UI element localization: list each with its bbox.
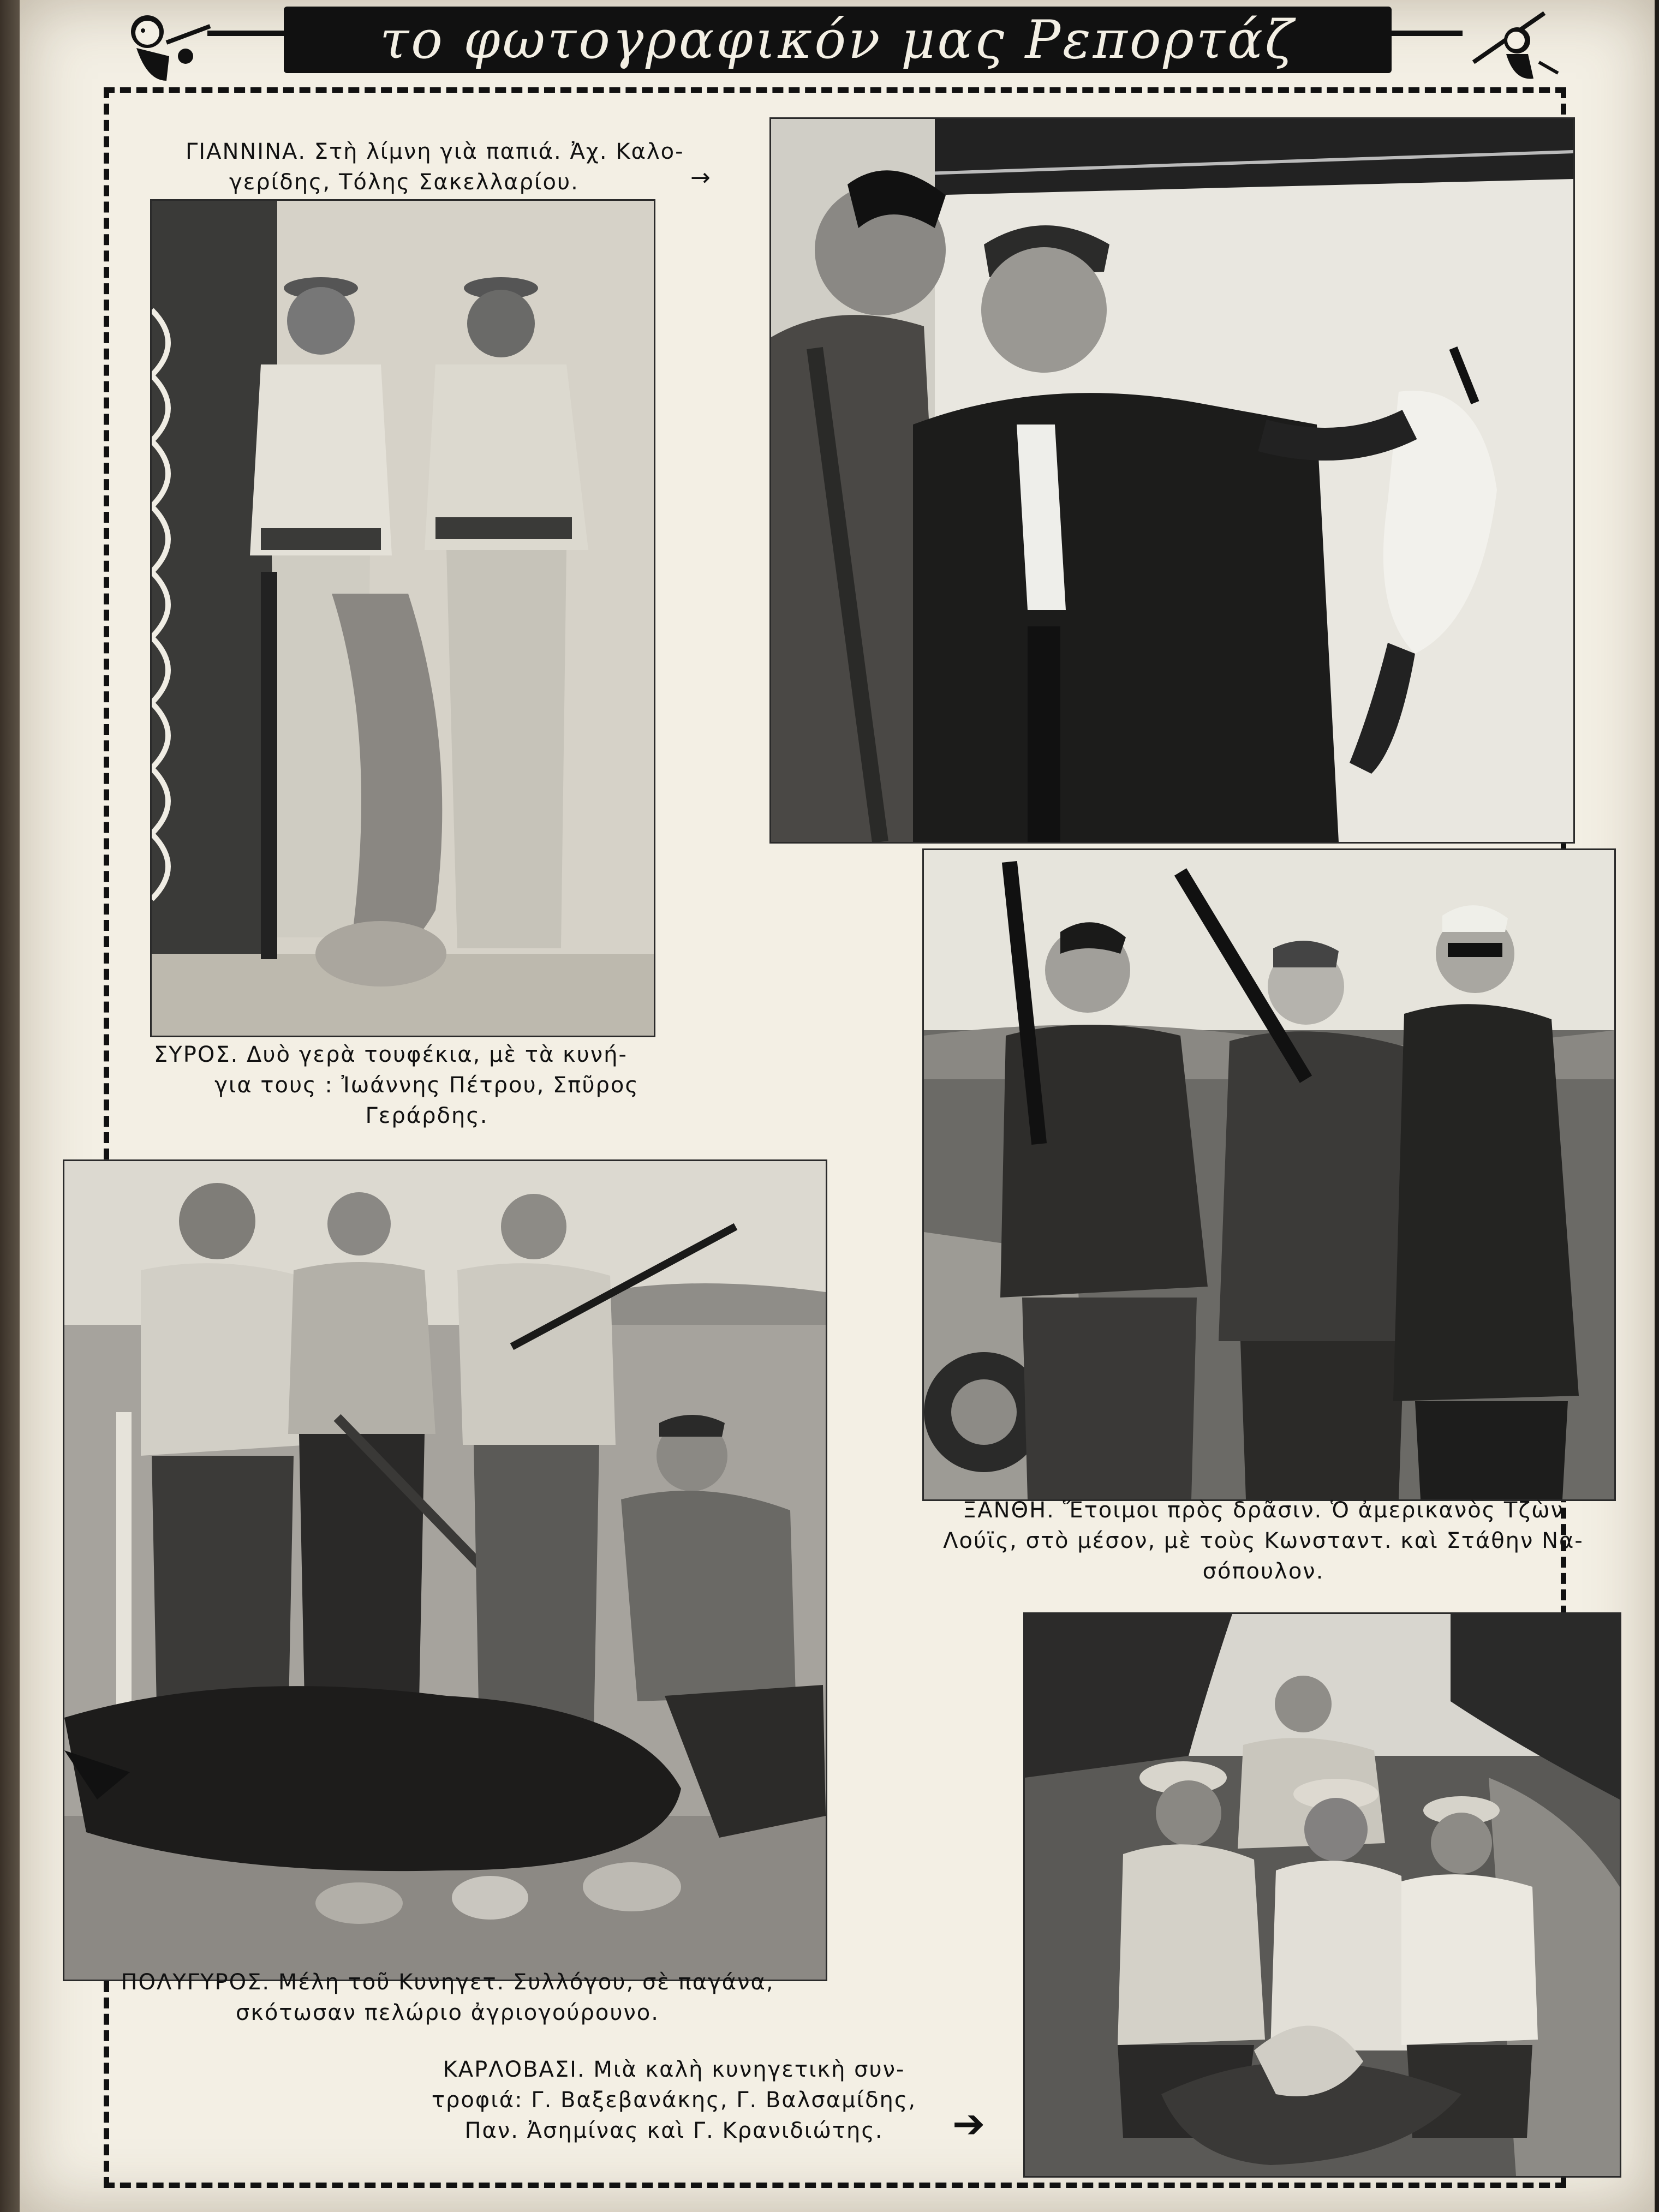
caption-line: Λούϊς, στὸ μέσον, μὲ τοὺς Κωνσταντ. καὶ Στάθην Να-: [943, 1528, 1584, 1553]
caption-polygyros: [55, 1967, 840, 2028]
caption-line: για τους : Ἰωάννης Πέτρου, Σπῦρος: [214, 1073, 639, 1098]
caption-giannina: [186, 136, 731, 198]
photo-giannina: [769, 117, 1575, 844]
page-title: το φωτογραφικόν μας Ρεπορτάζ: [380, 9, 1296, 70]
caption-line: σόπουλον.: [1202, 1559, 1324, 1584]
photo-syros: [150, 199, 655, 1037]
caption-line: Γεράρδης.: [365, 1103, 488, 1128]
caption-xanthi: [909, 1495, 1618, 1587]
photo-karlovasi: [1023, 1612, 1621, 2178]
arrow-right-bold-icon: ➔: [952, 2101, 986, 2147]
caption-line: σκότωσαν πελώριο ἀγριογούρουνο.: [235, 2000, 659, 2025]
caption-line: γερίδης, Τόλης Σακελλαρίου.: [229, 170, 579, 195]
caption-karlovasi: [333, 2054, 1015, 2146]
caption-line: ΣΥΡΟΣ. Δυὸ γερὰ τουφέκια, μὲ τὰ κυνή-: [154, 1042, 628, 1067]
caption-syros: [154, 1039, 700, 1131]
banner-rule-left: [207, 31, 289, 36]
arrow-right-icon: →: [690, 164, 711, 192]
photo-polygyros: [63, 1159, 827, 1981]
header-banner: [284, 7, 1392, 73]
caption-line: τροφιά: Γ. Βαξεβανάκης, Γ. Βαλσαμίδης,: [431, 2088, 917, 2113]
photo-xanthi: [922, 848, 1616, 1501]
caption-line: ΞΑΝΘΗ. Ἕτοιμοι πρὸς δρᾶσιν. Ὁ ἀμερικανὸς Τζὼν: [963, 1498, 1564, 1523]
caption-line: ΚΑΡΛΟΒΑΣΙ. Μιὰ καλὴ κυνηγετικὴ συν-: [443, 2057, 905, 2082]
caption-line: Παν. Ἀσημίνας καὶ Γ. Κρανιδιώτης.: [464, 2118, 884, 2143]
hunter-mascot-left-icon: [115, 4, 213, 86]
caption-line: ΓΙΑΝΝΙΝΑ. Στὴ λίμνη γιὰ παπιά. Ἀχ. Καλο-: [186, 139, 684, 164]
caption-line: ΠΟΛΥΓΥΡΟΣ. Μέλη τοῦ Κυνηγετ. Συλλόγου, σὲ παγάνα,: [121, 1970, 774, 1995]
hunter-mascot-right-icon: [1463, 2, 1561, 84]
banner-rule-right: [1386, 31, 1463, 36]
